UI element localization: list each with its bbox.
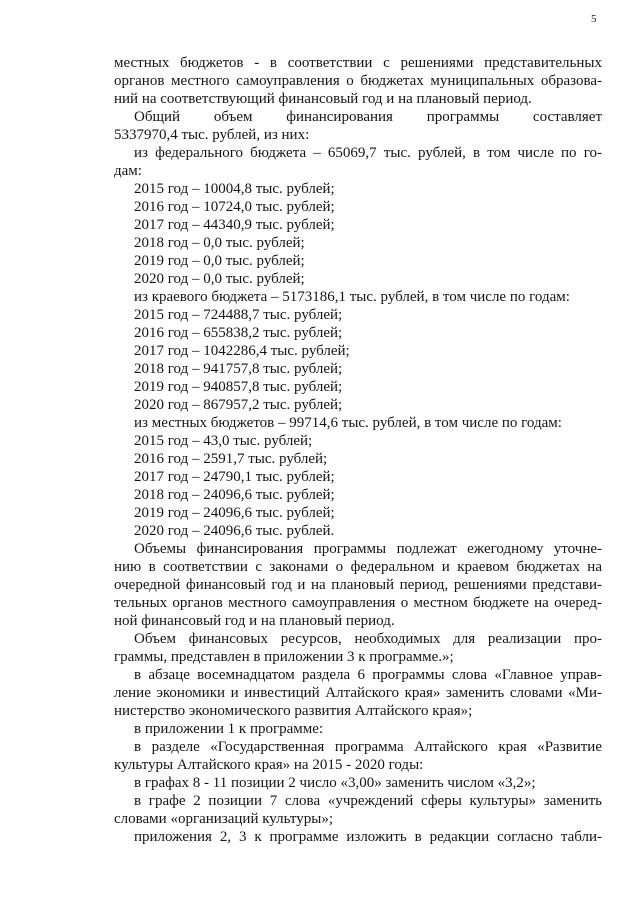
text-line: приложения 2, 3 к программе изложить в редакции согласно табли- — [134, 829, 602, 845]
text-line: в графах 8 - 11 позиции 2 число «3,00» заменить числом «3,2»; — [134, 775, 536, 791]
text-line: очередной финансовый год и на плановый период, решениями представи- — [114, 577, 602, 593]
text-line: в графе 2 позиции 7 слова «учреждений сферы культуры» заменить — [134, 793, 602, 809]
text-line: 2020 год – 0,0 тыс. рублей; — [134, 271, 305, 287]
text-line: 2017 год – 1042286,4 тыс. рублей; — [134, 343, 350, 359]
text-line: 2017 год – 24790,1 тыс. рублей; — [134, 469, 335, 485]
text-line: 2017 год – 44340,9 тыс. рублей; — [134, 217, 335, 233]
text-line: тельных органов местного самоуправления о местном бюджете на очеред- — [114, 595, 602, 611]
text-line: 2019 год – 0,0 тыс. рублей; — [134, 253, 305, 269]
text-line: 2015 год – 43,0 тыс. рублей; — [134, 433, 313, 449]
text-line: органов местного самоуправления о бюджетах муниципальных образова- — [114, 73, 602, 89]
text-line: 2019 год – 940857,8 тыс. рублей; — [134, 379, 343, 395]
text-line: Общий объем финансирования программы составляет — [134, 109, 602, 125]
text-line: 2018 год – 24096,6 тыс. рублей; — [134, 487, 335, 503]
page-number: 5 — [591, 13, 597, 25]
text-line: Объемы финансирования программы подлежат ежегодному уточне- — [134, 541, 602, 557]
text-line: 2018 год – 0,0 тыс. рублей; — [134, 235, 305, 251]
text-line: 2016 год – 2591,7 тыс. рублей; — [134, 451, 328, 467]
text-line: из краевого бюджета – 5173186,1 тыс. рублей, в том числе по годам: — [134, 289, 570, 305]
text-line: культуры Алтайского края» на 2015 - 2020 годы: — [114, 757, 424, 773]
text-line: в абзаце восемнадцатом раздела 6 программы слова «Главное управ- — [134, 667, 602, 683]
text-line: ной финансовый год и на плановый период. — [114, 613, 395, 629]
text-line: 2020 год – 867957,2 тыс. рублей; — [134, 397, 343, 413]
text-line: нию в соответствии с законами о федеральном и краевом бюджетах на — [114, 559, 602, 575]
text-line: 2016 год – 655838,2 тыс. рублей; — [134, 325, 343, 341]
text-line: из федерального бюджета – 65069,7 тыс. рублей, в том числе по го- — [134, 145, 602, 161]
text-line: Объем финансовых ресурсов, необходимых для реализации про- — [134, 631, 602, 647]
text-line: ление экономики и инвестиций Алтайского края» заменить словами «Ми- — [114, 685, 602, 701]
text-line: 5337970,4 тыс. рублей, из них: — [114, 127, 310, 143]
text-line: 2018 год – 941757,8 тыс. рублей; — [134, 361, 343, 377]
text-line: 2015 год – 10004,8 тыс. рублей; — [134, 181, 335, 197]
text-line: дам: — [114, 163, 142, 179]
document-body — [114, 54, 602, 846]
text-line: словами «организаций культуры»; — [114, 811, 334, 827]
text-line: 2019 год – 24096,6 тыс. рублей; — [134, 505, 335, 521]
text-line: местных бюджетов - в соответствии с решениями представительных — [114, 55, 602, 71]
text-line: 2015 год – 724488,7 тыс. рублей; — [134, 307, 343, 323]
text-line: ний на соответствующий финансовый год и на плановый период. — [114, 91, 532, 107]
text-line: в разделе «Государственная программа Алтайского края «Развитие — [134, 739, 602, 755]
text-line: 2020 год – 24096,6 тыс. рублей. — [134, 523, 335, 539]
text-line: 2016 год – 10724,0 тыс. рублей; — [134, 199, 335, 215]
text-line: нистерство экономического развития Алтайского края»; — [114, 703, 473, 719]
text-line: из местных бюджетов – 99714,6 тыс. рублей, в том числе по годам: — [134, 415, 562, 431]
text-line: граммы, представлен в приложении 3 к программе.»; — [114, 649, 454, 665]
text-line: в приложении 1 к программе: — [134, 721, 324, 737]
